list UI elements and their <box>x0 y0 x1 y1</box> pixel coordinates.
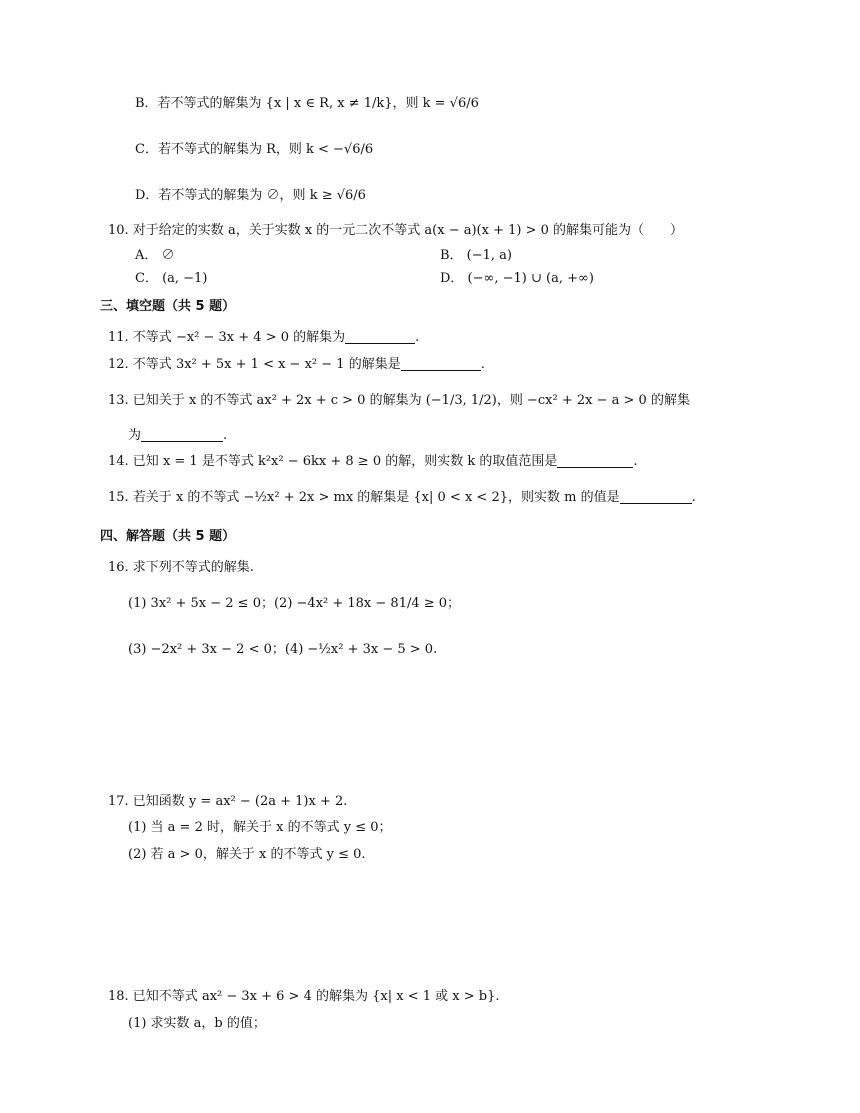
q16-part-1-2: (1) 3x² + 5x − 2 ≤ 0；(2) −4x² + 18x − 81/4 ≥ 0； <box>128 596 461 611</box>
q12-end: . <box>480 357 485 372</box>
q16-part-3-4: (3) −2x² + 3x − 2 < 0；(4) −½x² + 3x − 5 > 0. <box>128 642 438 657</box>
section-heading-fill-in: 三、填空题（共 5 题） <box>100 299 236 314</box>
q15-text: 15. 若关于 x 的不等式 −½x² + 2x > mx 的解集是 {x| 0 < x < 2}，则实数 m 的值是 <box>108 490 620 505</box>
q18-part-1: (1) 求实数 a，b 的值； <box>128 1016 266 1031</box>
q15 <box>108 488 696 508</box>
q14-end: . <box>633 454 638 469</box>
q14-text: 14. 已知 x = 1 是不等式 k²x² − 6kx + 8 ≥ 0 的解，则实数 k 的取值范围是 <box>108 454 558 469</box>
q10-option-a: A． ∅ <box>135 248 175 263</box>
q11-end: . <box>415 330 420 345</box>
q11-text: 11. 不等式 −x² − 3x + 4 > 0 的解集为 <box>108 330 346 345</box>
q17-part-1: (1) 当 a = 2 时，解关于 x 的不等式 y ≤ 0； <box>128 820 392 835</box>
q13-end: . <box>223 428 228 443</box>
q11-answer-blank[interactable] <box>345 329 415 344</box>
q12 <box>108 355 485 375</box>
q17-part-2: (2) 若 a > 0，解关于 x 的不等式 y ≤ 0. <box>128 847 366 862</box>
q13-cont-text: 为 <box>128 428 142 443</box>
section-heading-solutions: 四、解答题（共 5 题） <box>100 529 236 544</box>
q10-stem: 10. 对于给定的实数 a，关于实数 x 的一元二次不等式 a(x − a)(x + 1) > 0 的解集可能为（ ） <box>108 223 684 238</box>
q10-option-c: C． (a, −1) <box>135 271 208 286</box>
q12-text: 12. 不等式 3x² + 5x + 1 < x − x² − 1 的解集是 <box>108 357 401 372</box>
q16-stem: 16. 求下列不等式的解集. <box>108 560 254 575</box>
q10-option-d: D． (−∞, −1) ∪ (a, +∞) <box>440 271 594 286</box>
q10-option-b: B． (−1, a) <box>440 248 513 263</box>
q11 <box>108 328 419 348</box>
q9-option-d: D．若不等式的解集为 ∅，则 k ≥ √6/6 <box>135 188 366 203</box>
q15-answer-blank[interactable] <box>620 489 692 504</box>
q14 <box>108 452 638 472</box>
q13-answer-blank[interactable] <box>141 427 223 442</box>
q9-option-b: B．若不等式的解集为 {x | x ∈ R, x ≠ 1/k}，则 k = √6/6 <box>135 96 479 111</box>
q18-stem: 18. 已知不等式 ax² − 3x + 6 > 4 的解集为 {x| x < 1 或 x > b}. <box>108 989 500 1004</box>
q9-option-c: C．若不等式的解集为 R，则 k < −√6/6 <box>135 142 374 157</box>
q13-continuation <box>128 426 227 446</box>
q17-stem: 17. 已知函数 y = ax² − (2a + 1)x + 2. <box>108 794 348 809</box>
q13-text: 13. 已知关于 x 的不等式 ax² + 2x + c > 0 的解集为 (−1/3, 1/2)，则 −cx² + 2x − a > 0 的解集 <box>108 393 690 408</box>
q12-answer-blank[interactable] <box>401 356 481 371</box>
q14-answer-blank[interactable] <box>557 453 633 468</box>
q15-end: . <box>691 490 696 505</box>
